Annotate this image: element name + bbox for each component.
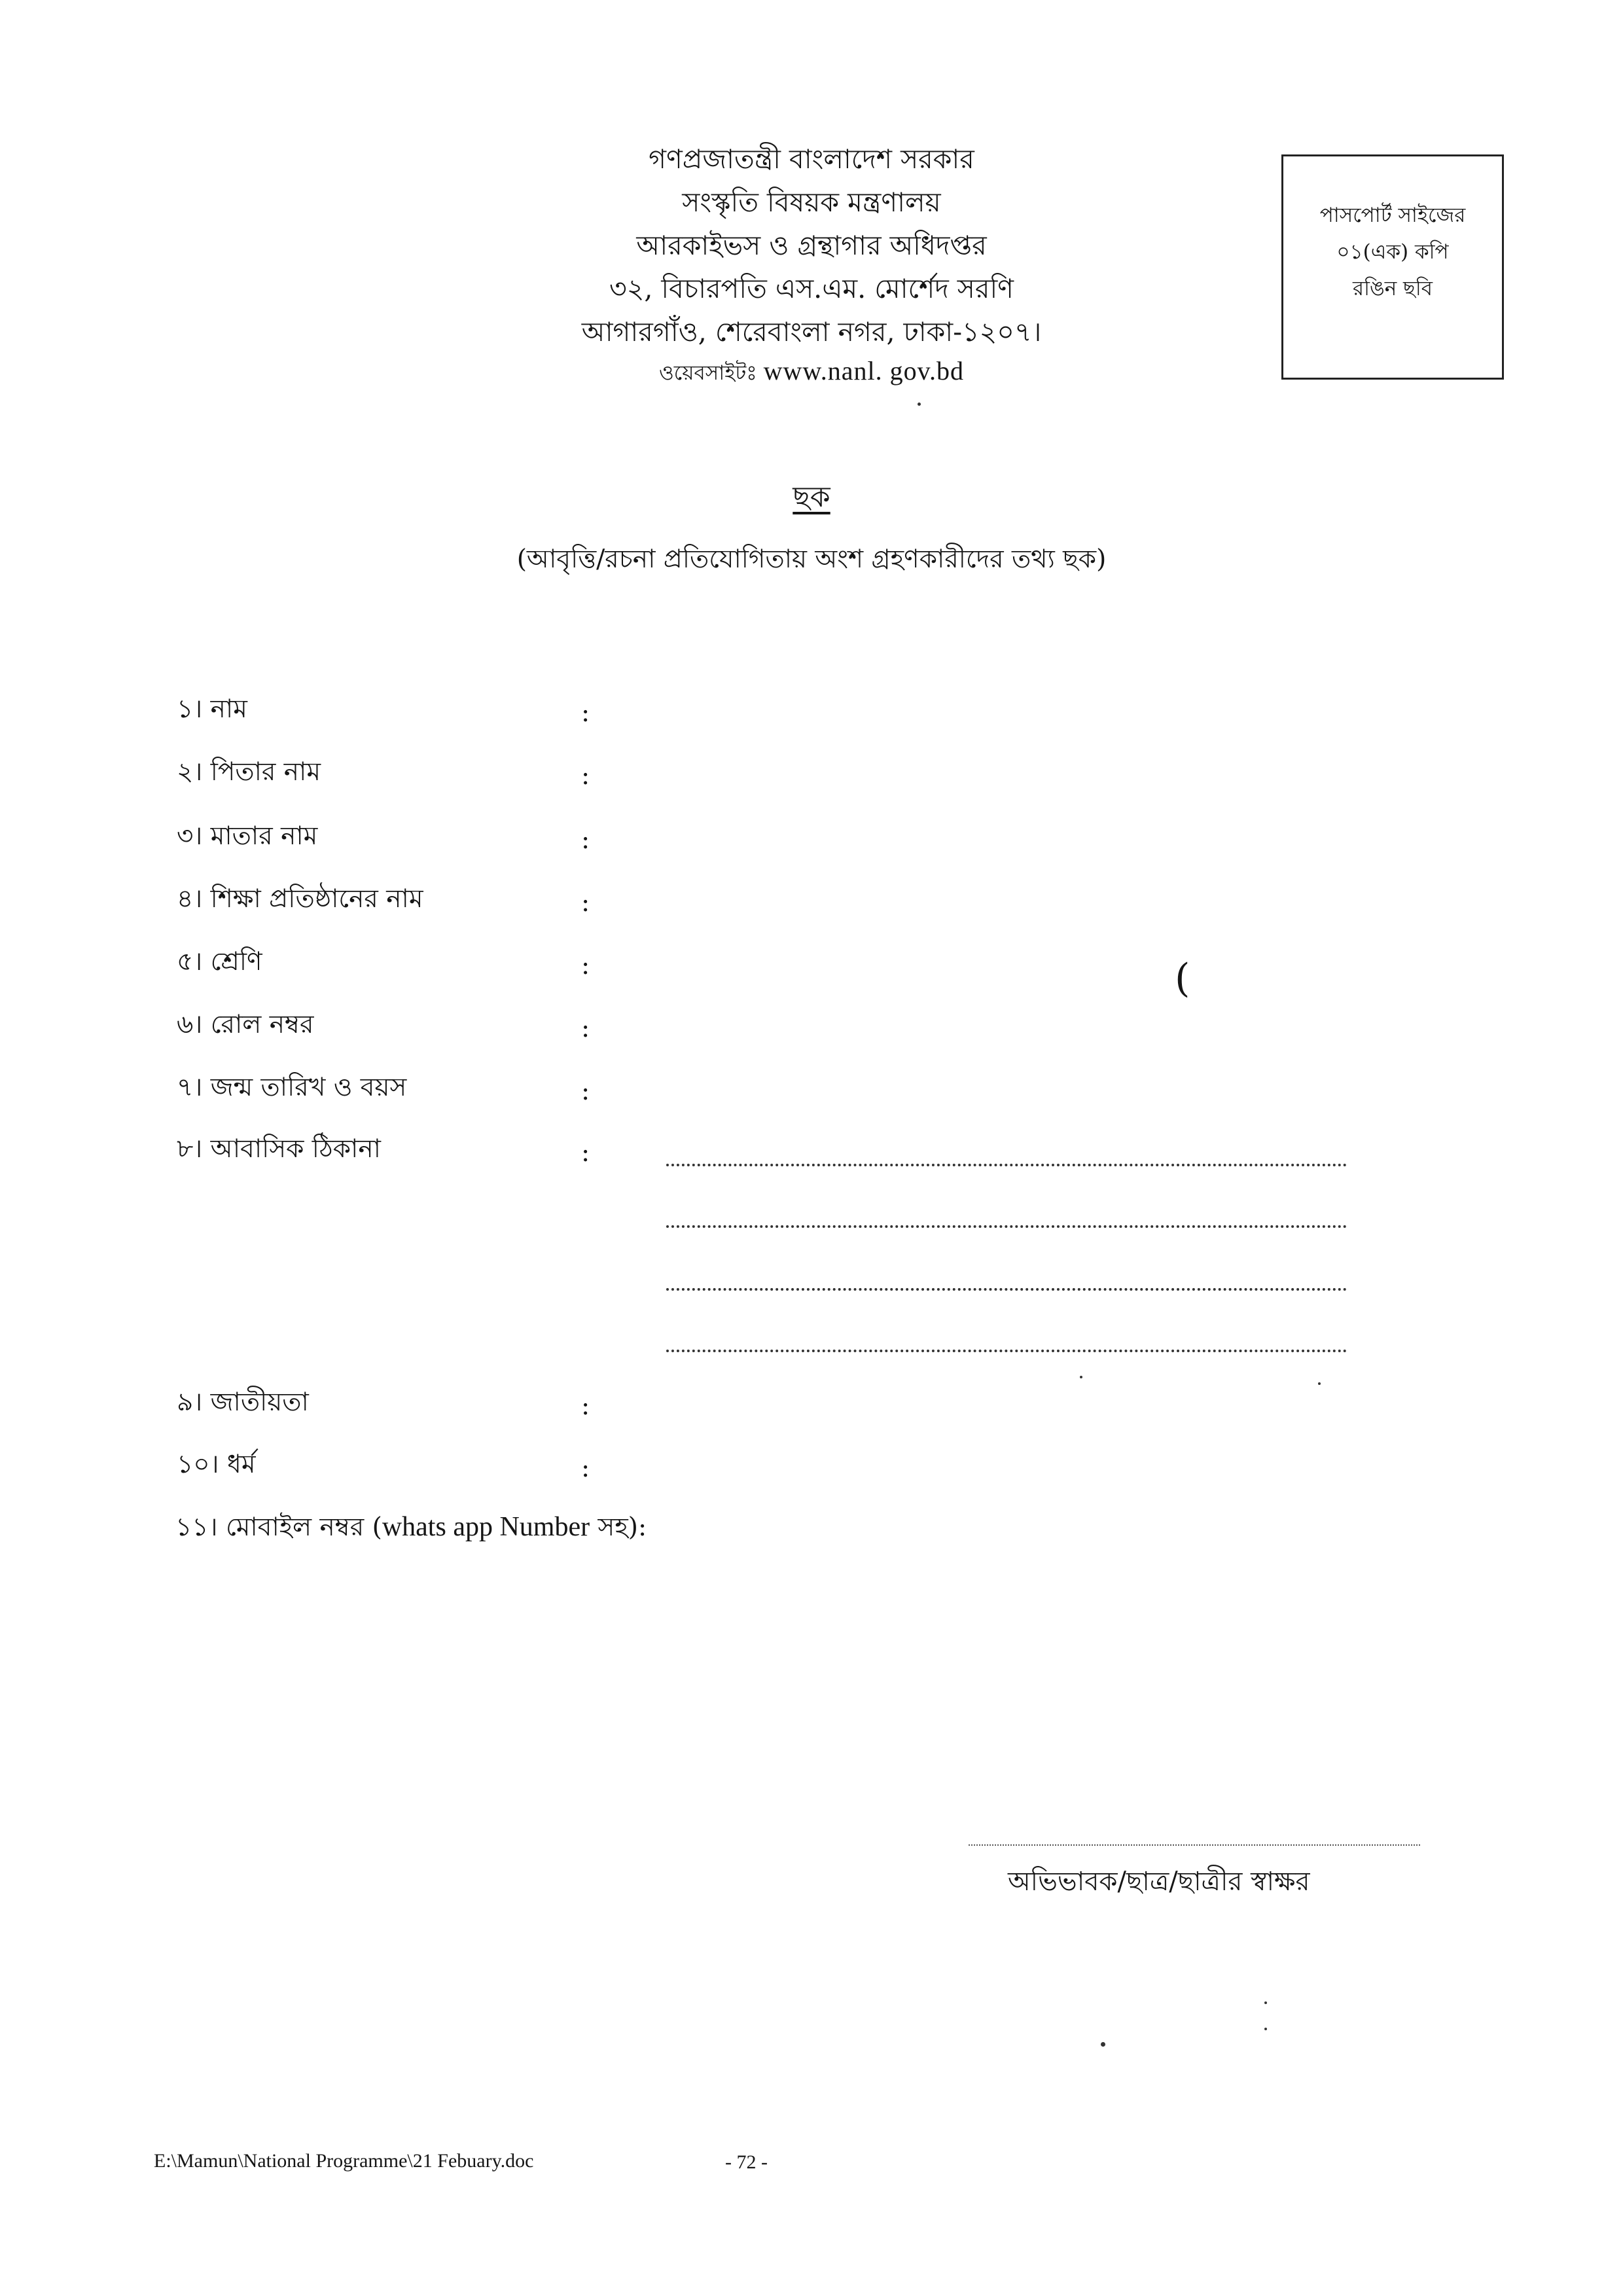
header-address-city: আগারগাঁও, শেরেবাংলা নগর, ঢাকা-১২০৭। — [581, 316, 1042, 348]
photo-box-line-2: ০১(এক) কপি — [1336, 240, 1449, 264]
form-subtitle: (আবৃত্তি/রচনা প্রতিযোগিতায় অংশ গ্রহণকারীদের তথ্য ছক) — [516, 545, 1107, 574]
address-line-2 — [666, 1225, 1347, 1228]
header-website — [550, 353, 1073, 391]
field-label-mobile — [175, 1509, 647, 1546]
field-colon-birth-date-age: : — [581, 1077, 590, 1106]
field-colon-name: : — [581, 698, 590, 728]
field-label-mother-name: ৩। মাতার নাম — [177, 821, 318, 851]
field-colon-class: : — [581, 951, 590, 980]
mobile-prefix: ১১। মোবাইল নম্বর ( — [175, 1513, 382, 1542]
address-line-3 — [666, 1288, 1347, 1291]
scan-speck — [1101, 2042, 1105, 2047]
address-line-1 — [666, 1164, 1347, 1166]
field-colon-address: : — [581, 1138, 590, 1168]
photo-box-line-3: রঙিন ছবি — [1353, 277, 1433, 300]
address-line-4 — [666, 1350, 1347, 1352]
field-colon-roll-number: : — [581, 1014, 590, 1043]
field-label-birth-date-age: ৭। জন্ম তারিখ ও বয়স — [177, 1073, 407, 1102]
scan-speck — [918, 403, 921, 406]
header-government: গণপ্রজাতন্ত্রী বাংলাদেশ সরকার — [649, 143, 974, 175]
field-label-father-name: ২। পিতার নাম — [177, 757, 321, 787]
footer-file-path: E:\Mamun\National Programme\21 Febuary.doc — [154, 2150, 534, 2172]
field-colon-father-name: : — [581, 761, 590, 791]
mobile-suffix: সহ): — [590, 1513, 647, 1542]
field-colon-nationality: : — [581, 1391, 590, 1421]
footer-page-number: - 72 - — [725, 2151, 768, 2173]
signature-line — [969, 1844, 1420, 1846]
field-colon-institution: : — [581, 888, 590, 918]
website-label: ওয়েবসাইটঃ — [658, 361, 757, 385]
field-label-institution: ৪। শিক্ষা প্রতিষ্ঠানের নাম — [177, 884, 423, 914]
field-colon-religion: : — [581, 1454, 590, 1483]
header-address-street: ৩২, বিচারপতি এস.এম. মোর্শেদ সরণি — [609, 273, 1014, 304]
field-colon-mother-name: : — [581, 825, 590, 855]
signature-label: অভিভাবক/ছাত্র/ছাত্রীর স্বাক্ষর — [1008, 1867, 1310, 1897]
mobile-whatsapp: whats app Number — [382, 1512, 590, 1542]
form-title-text: ছক — [793, 480, 830, 514]
scan-speck — [1080, 1376, 1082, 1378]
field-label-nationality: ৯। জাতীয়তা — [177, 1388, 309, 1417]
field-label-roll-number: ৬। রোল নম্বর — [177, 1010, 314, 1039]
form-title — [0, 478, 1623, 517]
header-department: আরকাইভস ও গ্রন্থাগার অধিদপ্তর — [636, 230, 987, 261]
photo-box-line-1: পাসপোর্ট সাইজের — [1319, 204, 1466, 227]
stray-mark: ( — [1175, 956, 1190, 1001]
header-ministry: সংস্কৃতি বিষয়ক মন্ত্রণালয় — [682, 187, 941, 218]
scan-speck — [1264, 2028, 1267, 2030]
scan-speck — [1318, 1382, 1321, 1385]
scan-speck — [1264, 2001, 1267, 2004]
website-url: www.nanl. gov.bd — [763, 356, 964, 386]
field-label-class: ৫। শ্রেণি — [177, 947, 262, 977]
field-label-address: ৮। আবাসিক ঠিকানা — [177, 1134, 381, 1164]
field-label-religion: ১০। ধর্ম — [177, 1450, 256, 1479]
photo-box — [1281, 154, 1504, 380]
field-label-name: ১। নাম — [177, 694, 247, 724]
office-header — [550, 137, 1073, 391]
